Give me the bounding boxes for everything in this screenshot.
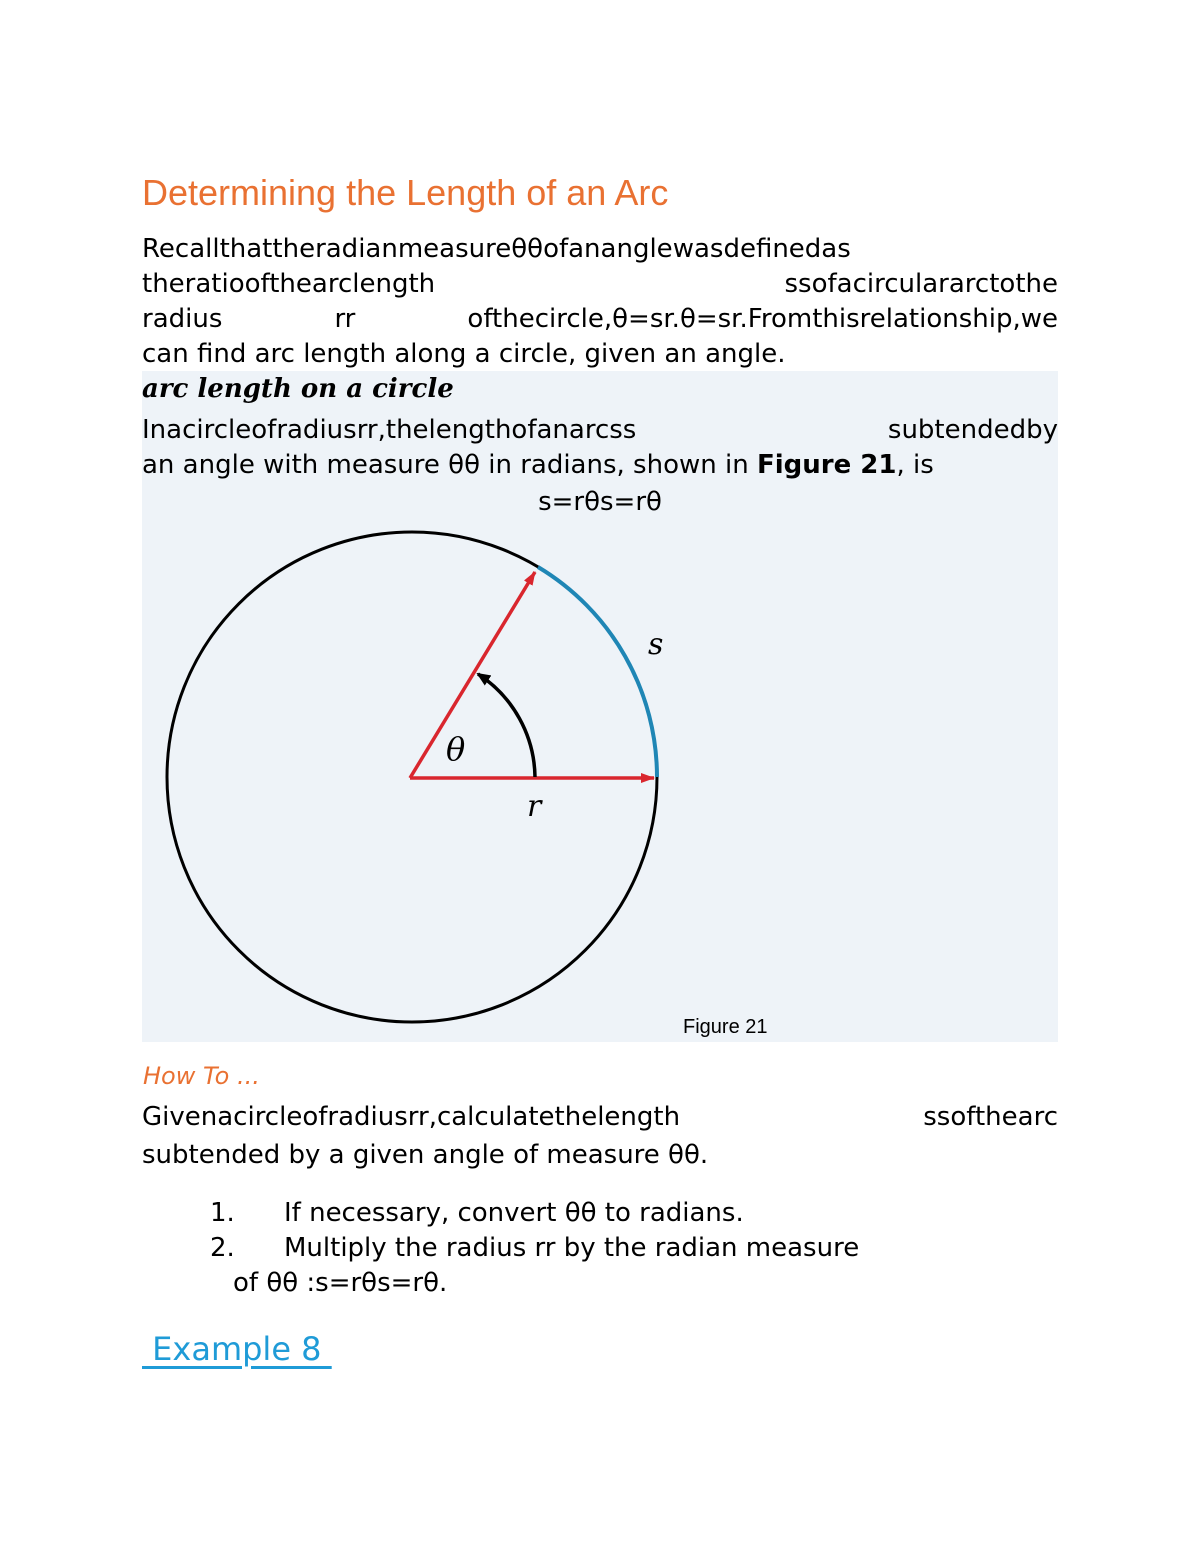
example-8-link[interactable]: Example 8 — [142, 1330, 332, 1368]
arc-length-formula: s=rθs=rθ — [538, 487, 662, 517]
definition-line-2: an angle with measure θθ in radians, shown in Figure 21, is — [142, 450, 934, 480]
word: Given — [142, 1102, 218, 1132]
word: rr, — [407, 1102, 437, 1132]
howto-step-2-continued: of θθ :s=rθs=rθ. — [233, 1268, 448, 1298]
word: the — [269, 269, 312, 299]
intro-line-4: can find arc length along a circle, given an angle. — [142, 339, 786, 369]
word: of — [302, 1102, 328, 1132]
word: an — [536, 415, 569, 445]
radius-angled — [410, 572, 535, 778]
label-theta: θ — [446, 730, 466, 768]
word: circle — [233, 1102, 303, 1132]
label-r: r — [527, 789, 542, 824]
word: radian — [315, 234, 398, 264]
word: radius rr of — [142, 304, 493, 334]
word: the — [142, 269, 185, 299]
step-text: If necessary, convert θθ to radians. — [284, 1198, 744, 1228]
word: ratio — [184, 269, 245, 299]
word: measure — [397, 234, 512, 264]
angle-arrow — [478, 674, 535, 777]
word: this — [812, 304, 860, 334]
word: the — [385, 415, 429, 445]
word: was — [672, 234, 724, 264]
step-number: 1. — [210, 1198, 235, 1228]
word: arc — [1017, 1102, 1058, 1132]
word: to — [989, 269, 1016, 299]
word: relationship, — [859, 304, 1021, 334]
word: θ=sr.θ=sr. — [612, 304, 748, 334]
arc-s — [538, 567, 657, 777]
definition-title: arc length on a circle — [142, 374, 454, 404]
word: arc — [948, 269, 990, 299]
word: arc — [311, 269, 353, 299]
word: rr, — [356, 415, 386, 445]
step-text: Multiply the radius rr by the radian measure — [284, 1233, 860, 1263]
word: by — [1026, 415, 1058, 445]
word: circle — [182, 415, 252, 445]
word: In — [142, 415, 167, 445]
page-title: Determining the Length of an Arc — [142, 172, 669, 213]
word: of — [811, 269, 837, 299]
figure-reference: Figure 21 — [756, 450, 897, 480]
word: ss subtended — [609, 415, 1027, 445]
word: that — [219, 234, 273, 264]
howto-label: How To ... — [143, 1062, 260, 1090]
word: the — [492, 304, 535, 334]
word: we — [1020, 304, 1058, 334]
word: radius — [276, 415, 357, 445]
word: the — [272, 234, 316, 264]
howto-paragraph — [142, 1098, 1058, 1174]
word: length — [428, 415, 512, 445]
word: the — [974, 1102, 1018, 1132]
howto-line-1 — [142, 1098, 1058, 1136]
word: of — [511, 415, 537, 445]
word: From — [747, 304, 813, 334]
word: a — [166, 415, 183, 445]
word: circle, — [534, 304, 613, 334]
howto-line-2: subtended by a given angle of measure θθ. — [142, 1140, 709, 1170]
step-number: 2. — [210, 1233, 235, 1263]
label-s: s — [648, 627, 664, 662]
word: a — [836, 269, 853, 299]
word: radius — [327, 1102, 408, 1132]
word: length ss — [352, 269, 812, 299]
word: of — [244, 269, 270, 299]
word: a — [217, 1102, 234, 1132]
word: defined — [723, 234, 822, 264]
word: the — [1015, 269, 1058, 299]
word: θθ — [511, 234, 544, 264]
word: angle — [600, 234, 673, 264]
word: circular — [852, 269, 949, 299]
word: an — [568, 234, 601, 264]
word: Recall — [142, 234, 220, 264]
word: of — [950, 1102, 975, 1132]
word: length ss — [597, 1102, 951, 1132]
word: the — [554, 1102, 598, 1132]
word: of — [543, 234, 569, 264]
figure-caption: Figure 21 — [683, 1016, 768, 1038]
word: as — [821, 234, 851, 264]
word: calculate — [436, 1102, 555, 1132]
word: of — [251, 415, 277, 445]
word: arc — [568, 415, 610, 445]
